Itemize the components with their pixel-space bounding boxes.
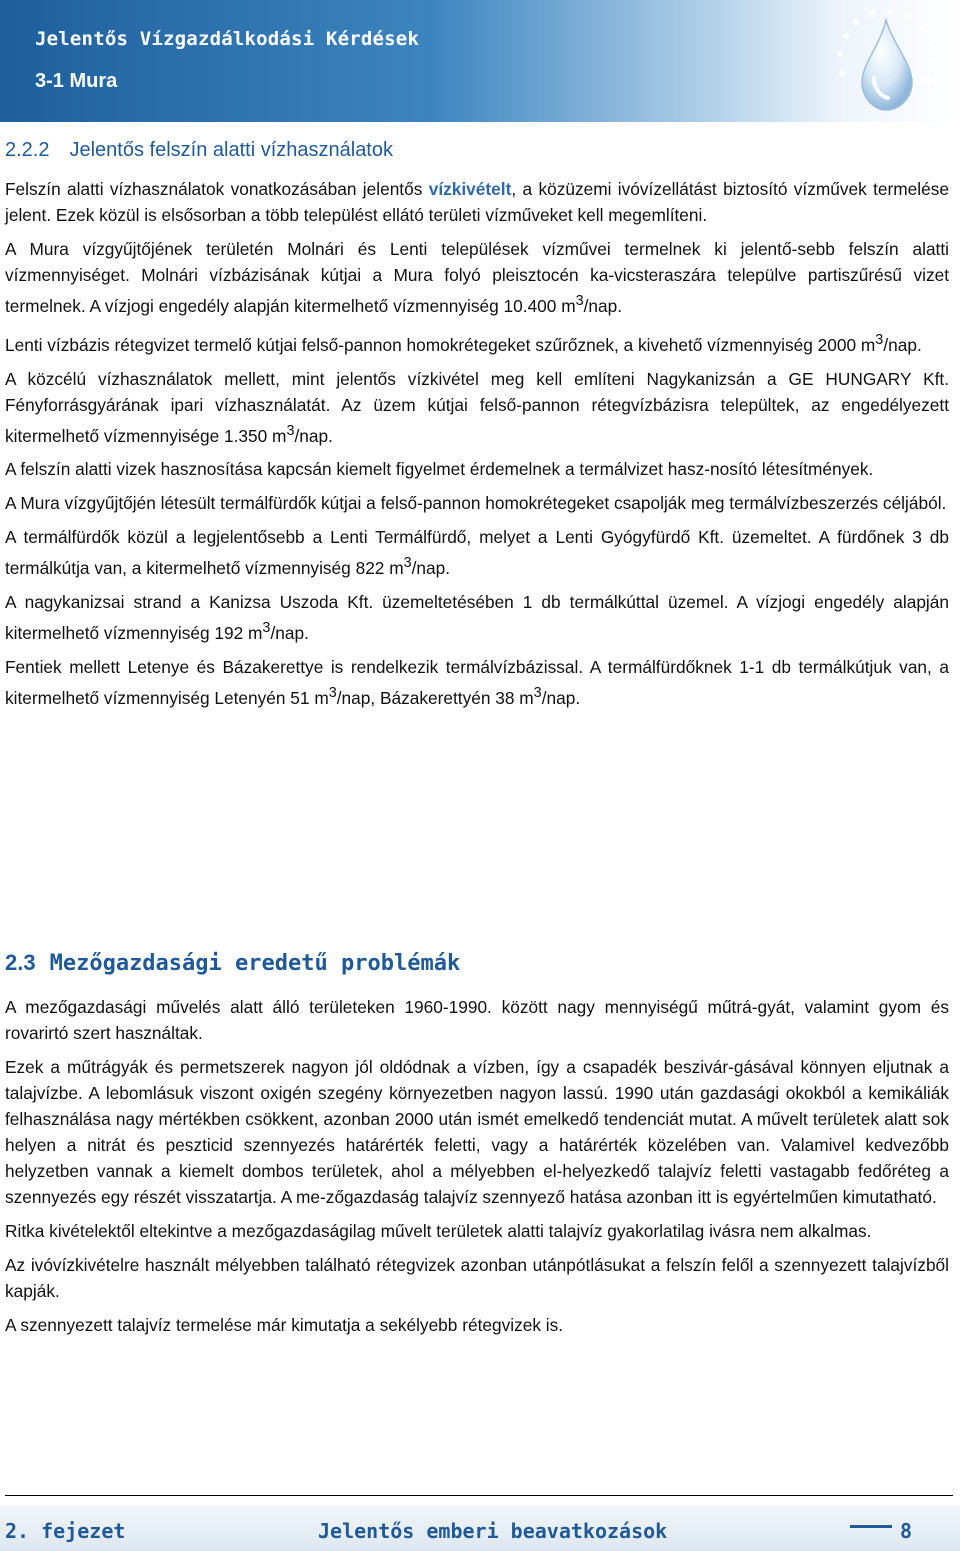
text: /nap. <box>583 295 623 316</box>
text: /nap. <box>270 622 309 643</box>
page-footer <box>0 1505 960 1551</box>
paragraph <box>5 366 949 449</box>
text: , a közüzemi ivóvízellátást biztosító vízművek termelése jelent. Ezek közül is elsősorban a több települést ellátó területi vízműveket kell megemlíteni. <box>5 179 949 225</box>
superscript: 3 <box>533 684 542 701</box>
superscript: 3 <box>286 422 295 439</box>
footer-title: Jelentős emberi beavatkozások <box>318 1519 668 1543</box>
footer-divider <box>5 1495 953 1496</box>
section-heading-2-3 <box>5 950 460 976</box>
page-number: 8 <box>900 1519 913 1543</box>
header-title: Jelentős Vízgazdálkodási Kérdések <box>35 28 420 50</box>
section-title: Jelentős felszín alatti vízhasználatok <box>69 139 393 161</box>
paragraph: Ezek a műtrágyák és permetszerek nagyon jól oldódnak a vízben, így a csapadék beszivár-gásával könnyen eljutnak a talajvízbe. A lebomlásuk viszont oxigén szegény környezetben nagyon lassú. 1990 után gazdasági okokból a kemikáliák felhasználása nagy mértékben csökkent, azonban 2000 után ismét emelkedő tendenciát mutat. A művelt területek alatt sok helyen a nitrát és peszticid szennyezés határérték feletti, vagy a határérték közelében van. Valamivel kedvezőbb helyzetben vannak a kiemelt dombos területek, ahol a mélyebben el-helyezkedő talajvíz feletti vastagabb fedőréteg a szennyezés egy részét visszatartja. A me-zőgazdaság talajvíz szennyező hatása azonban itt is egyértelműen kimutatható. <box>5 1057 949 1207</box>
text: A Mura vízgyűjtőjének területén Molnári és Lenti települések vízművei termelnek ki jelentő-sebb felszín alatti vízmennyiséget. Molnári vízbázisának kútjai a Mura folyó pleisztocén ka-vicsteraszára települve partiszűrésű vizet termelnek. A vízjogi engedély alapján kitermelhető vízmennyiség 10.400 m <box>5 239 949 316</box>
superscript: 3 <box>575 293 584 309</box>
text: A felszín alatti vizek hasznosítása kapcsán kiemelt figyelmet érdemelnek a termálvizet hasz-nosító létesítmények. <box>5 459 874 480</box>
text: /nap. <box>294 425 333 446</box>
text: A közcélú vízhasználatok mellett, mint jelentős vízkivétel meg kell említeni Nagykanizsán a GE HUNGARY Kft. Fényforrásgyárának ipari vízhasználatát. Az üzem kútjai felső-pannon rétegvízbázisra települtek, az engedélyezett kitermelhető vízmennyisége 1.350 m <box>5 368 949 446</box>
superscript: 3 <box>328 684 337 701</box>
paragraph <box>5 236 949 319</box>
paragraph <box>5 176 949 228</box>
text: /nap, Bázakerettyén 38 m <box>336 687 534 708</box>
header-subtitle: 3-1 Mura <box>35 70 118 92</box>
paragraph: A szennyezett talajvíz termelése már kimutatja a sekélyebb rétegvizek is. <box>5 1315 564 1335</box>
paragraph <box>5 589 949 646</box>
superscript: 3 <box>875 331 884 348</box>
text: Fentiek mellett Letenye és Bázakerettye is rendelkezik termálvízbázissal. A termálfürdőknek 1-1 db termálkútjuk van, a kitermelhető vízmennyiség Letenyén 51 m <box>5 656 949 708</box>
page-number-dash <box>850 1525 892 1528</box>
text: Lenti vízbázis rétegvizet termelő kútjai felső-pannon homokrétegeket szűrőznek, a kivehető vízmennyiség 2000 m <box>5 334 876 355</box>
superscript: 3 <box>403 555 412 572</box>
superscript: 3 <box>262 620 271 637</box>
paragraph: A mezőgazdasági művelés alatt álló területeken 1960-1990. között nagy mennyiségű műtrá-gyát, valamint gyom és rovarirtó szert használtak. <box>5 997 949 1043</box>
paragraph <box>5 490 949 516</box>
paragraph: Az ivóvízkivételre használt mélyebben található rétegvizek azonban utánpótlásukat a felszín felől a szennyezett talajvízből kapják. <box>5 1255 949 1301</box>
section-2-3-body <box>5 994 949 1346</box>
section-number: 2.2.2 <box>5 139 50 161</box>
paragraph <box>5 654 949 711</box>
page-header <box>0 0 960 122</box>
text: A termálfürdők közül a legjelentősebb a Lenti Termálfürdő, melyet a Lenti Gyógyfürdő Kft. üzemeltet. A fürdőnek 3 db termálkútja van, a kitermelhető vízmennyiség 822 m <box>5 527 949 579</box>
section-heading-2-2-2 <box>5 139 393 162</box>
paragraph <box>5 327 949 358</box>
paragraph <box>5 456 949 482</box>
highlighted-term: vízkivételt <box>428 179 512 199</box>
text: /nap. <box>883 334 922 355</box>
text: Felszín alatti vízhasználatok vonatkozásában jelentős <box>5 179 429 199</box>
paragraph: Ritka kivételektől eltekintve a mezőgazdaságilag művelt területek alatti talajvíz gyakorlatilag ivásra nem alkalmas. <box>5 1221 872 1241</box>
text: A nagykanizsai strand a Kanizsa Uszoda Kft. üzemeltetésében 1 db termálkúttal üzemel. A vízjogi engedély alapján kitermelhető vízmennyiség 192 m <box>5 592 949 643</box>
section-number: 2.3 <box>5 950 36 975</box>
water-drop-logo-icon <box>818 6 948 118</box>
footer-chapter: 2. fejezet <box>5 1519 126 1543</box>
section-title: Mezőgazdasági eredetű problémák <box>49 951 461 976</box>
section-2-2-2-body <box>5 176 949 719</box>
text: /nap. <box>411 558 451 579</box>
text: A Mura vízgyűjtőjén létesült termálfürdők kútjai a felső-pannon homokrétegeket csapolják meg termálvízbeszerzés céljából. <box>5 493 947 514</box>
text: /nap. <box>541 687 581 708</box>
paragraph <box>5 524 949 581</box>
